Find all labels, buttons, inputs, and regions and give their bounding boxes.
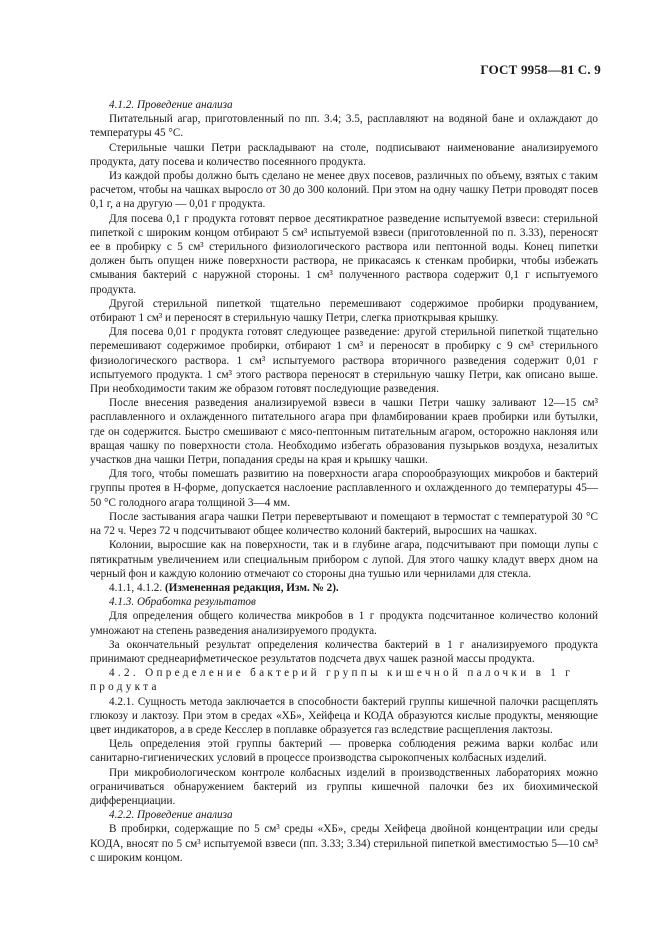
section-heading: 4.1.3. Обработка результатов bbox=[109, 596, 256, 609]
paragraph: После застывания агара чашки Петри перевертывают и помещают в термостат с температурой 30 °С на 72 ч. Через 72 ч подсчитывают общее количество колоний бактерий, выросших на чашках. bbox=[90, 510, 598, 538]
paragraph: Цель определения этой группы бактерий — проверка соблюдения режима варки колбас или санитарно-гигиенических условий в процессе производства сырокопченых колбасных изделий. bbox=[90, 738, 598, 765]
amendment-text: (Измененная редакция, Изм. № 2). bbox=[164, 581, 339, 594]
amendment-note bbox=[90, 581, 598, 595]
paragraph: Для определения общего количества микробов в 1 г продукта подсчитанное количество колоний умножают на степень разведения анализируемого продукта. bbox=[90, 610, 598, 637]
section-heading: 4.2.2. Проведение анализа bbox=[109, 809, 233, 822]
paragraph: Для того, чтобы помешать развитию на поверхности агара спорообразующих микробов и бактерий группы протея в Н-форме, допускается наслоение расплавленного и охлажденного до температуры 45—50 °С голодного агара толщиной 3—4 мм. bbox=[90, 468, 598, 509]
paragraph: Колонии, выросшие как на поверхности, так и в глубине агара, подсчитывают при помощи лупы с пятикратным увеличением или специальным прибором с лупой. Для этого чашку кладут вверх дном на черный фон и каждую колонию отмечают со стороны дна тушью или чернилами для стекла. bbox=[90, 539, 598, 580]
paragraph: За окончательный результат определения количества бактерий в 1 г анализируемого продукта принимают среднеарифметическое результатов подсчета двух чашек разной массы продукта. bbox=[90, 638, 598, 665]
paragraph: Стерильные чашки Петри раскладывают на столе, подписывают наименование анализируемого продукта, дату посева и количество посеянного продукта. bbox=[90, 141, 598, 168]
page-header: ГОСТ 9958—81 С. 9 bbox=[480, 62, 601, 77]
section-title: 4.2. Определение бактерий группы кишечной палочки в 1 г продукта bbox=[90, 667, 574, 694]
paragraph: Питательный агар, приготовленный по пп. 3.4; 3.5, расплавляют на водяной бане и охлаждают до температуры 45 °С. bbox=[90, 113, 598, 140]
document-body bbox=[90, 98, 598, 865]
paragraph: При микробиологическом контроле колбасных изделий в производственных лабораториях можно ограничиваться обнаружением бактерий из группы кишечной палочки без их биохимической дифференциации. bbox=[90, 766, 598, 807]
paragraph: 4.2.1. Сущность метода заключается в способности бактерий группы кишечной палочки расщеплять глюкозу и лактозу. При этом в средах «ХБ», Хейфеца и КОДА образуются кислые продукты, меняющие цвет индикаторов, а в среде Кесслер в поплавке образуется газ вследствие расщепления лактозы. bbox=[90, 695, 598, 736]
paragraph: Для посева 0,01 г продукта готовят следующее разведение: другой стерильной пипеткой тщательно перемешивают содержимое пробирки, отбирают 1 см³ и переносят в пробирку с 9 см³ стерильного физиологического раствора. 1 см³ испытуемого раствора вторичного разведения содержит 0,01 г испытуемого продукта. 1 см³ этого раствора переносят в стерильную чашку Петри, как описано выше. При необходимости таким же образом готовят последующие разведения. bbox=[90, 326, 598, 396]
section-heading: 4.1.2. Проведение анализа bbox=[109, 99, 233, 111]
amendment-ref: 4.1.1, 4.1.2. bbox=[109, 581, 165, 594]
paragraph: Другой стерильной пипеткой тщательно перемешивают содержимое пробирки продуванием, отбирают 1 см³ и переносят в стерильную чашку Петри, слегка приоткрывая крышку. bbox=[90, 297, 598, 325]
paragraph: После внесения разведения анализируемой взвеси в чашки Петри чашку заливают 12—15 см³ расплавленного и охлажденного питательного агара при фламбировании краев пробирки или бутылки, где он содержится. Быстро смешивают с мясо-пептонным питательным агаром, осторожно наклоняя или вращая чашку по поверхности стола. Необходимо избегать образования пузырьков воздуха, незалитых участков дна чашки Петри, попадания среды на края и крышку чашки. bbox=[90, 397, 598, 467]
paragraph: Из каждой пробы должно быть сделано не менее двух посевов, различных по объему, взятых с таким расчетом, чтобы на чашках выросло от 30 до 300 колоний. При этом на одну чашку Петри проводят посев 0,1 г, а на другую — 0,01 г продукта. bbox=[90, 170, 598, 211]
paragraph: Для посева 0,1 г продукта готовят первое десятикратное разведение испытуемой взвеси: стерильной пипеткой с широким концом отбирают 5 см³ испытуемой взвеси (приготовленной по п. 3.33), переносят ее в пробирку с 5 см³ стерильного физиологического раствора или пептонной воды. Конец пипетки должен быть опущен ниже поверхности раствора, не прикасаясь к стенкам пробирки, чтобы избежать смывания бактерий с наружной стороны. 1 см³ полученного раствора содержит 0,1 г испытуемого продукта. bbox=[90, 212, 598, 296]
paragraph: В пробирки, содержащие по 5 см³ среды «ХБ», среды Хейфеца двойной концентрации или среды КОДА, вносят по 5 см³ испытуемой взвеси (пп. 3.33; 3.34) стерильной пипеткой вместимостью 5—10 см³ с широким концом. bbox=[90, 823, 598, 864]
